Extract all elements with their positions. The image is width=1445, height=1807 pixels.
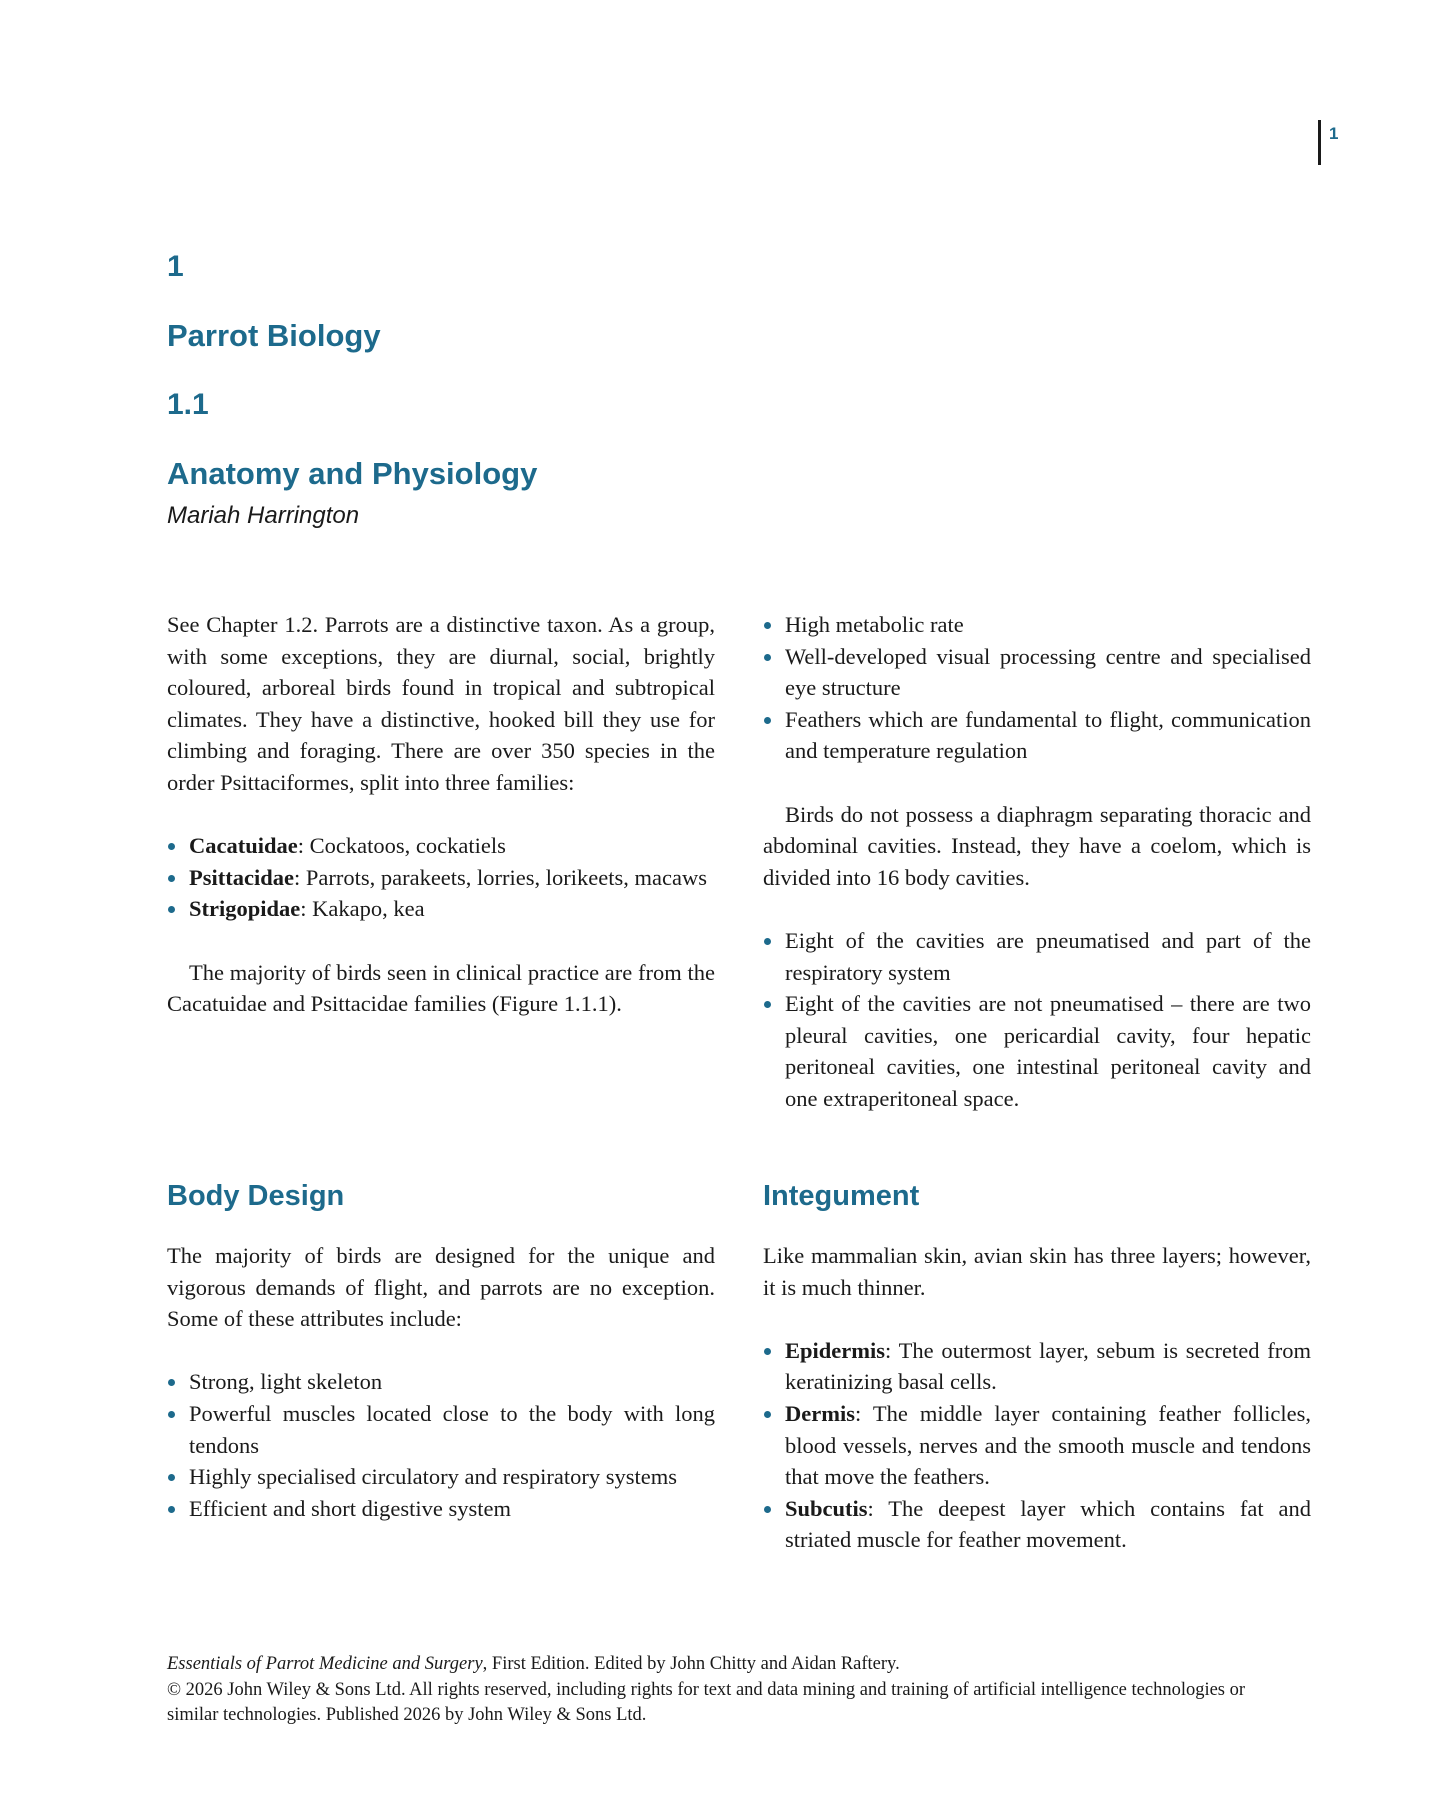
list-item: Powerful muscles located close to the body with long tendons — [167, 1398, 715, 1461]
coelom-paragraph: Birds do not possess a diaphragm separating thoracic and abdominal cavities. Instead, they have a coelom, which is divided into 16 body cavities. — [763, 801, 1311, 890]
list-item — [763, 1335, 1311, 1398]
family-desc: : Kakapo, kea — [300, 896, 425, 922]
footer-book-line — [167, 1652, 1297, 1678]
family-term: Cacatuidae — [189, 833, 298, 859]
list-item — [167, 830, 715, 862]
intro-column — [167, 609, 715, 1020]
family-term: Strigopidae — [189, 896, 301, 922]
body-design-heading: Body Design — [167, 1180, 345, 1212]
intro-paragraph: See Chapter 1.2. Parrots are a distinctive taxon. As a group, with some exceptions, they are diurnal, social, brightly coloured, arboreal birds found in tropical and subtropical climates. They have a distinctive, hooked bill they use for climbing and foraging. There are over 350 species in the order Psittaciformes, split into three families: — [167, 612, 715, 795]
chapter-number: 1 — [167, 250, 184, 283]
book-edition: , First Edition. Edited by John Chitty and Aidan Raftery. — [482, 1654, 900, 1674]
section-number: 1.1 — [167, 388, 209, 421]
family-term: Psittacidae — [189, 864, 294, 890]
chapter-title: Parrot Biology — [167, 318, 381, 353]
list-item — [763, 1398, 1311, 1493]
page-marker-rule — [1318, 120, 1321, 165]
integument-heading: Integument — [763, 1180, 920, 1212]
layer-desc: : The deepest layer which contains fat and striated muscle for feather movement. — [785, 1495, 1311, 1553]
family-desc: : Parrots, parakeets, lorries, lorikeets, macaws — [293, 864, 707, 890]
integument-column — [763, 1176, 1311, 1556]
intro-closing-paragraph: The majority of birds seen in clinical practice are from the Cacatuidae and Psittacidae families (Figure 1.1.1). — [167, 959, 715, 1017]
body-design-paragraph: The majority of birds are designed for the unique and vigorous demands of flight, and parrots are no exception. Some of these attributes include: — [167, 1243, 715, 1332]
family-list — [167, 830, 715, 925]
list-item: Well-developed visual processing centre and specialised eye structure — [763, 641, 1311, 704]
section-author: Mariah Harrington — [167, 502, 360, 529]
layer-term: Subcutis — [785, 1495, 868, 1521]
list-item: Highly specialised circulatory and respiratory systems — [167, 1461, 715, 1493]
list-item: Eight of the cavities are not pneumatised – there are two pleural cavities, one pericardial cavity, four hepatic peritoneal cavities, one intestinal peritoneal cavity and one extraperitoneal space. — [763, 988, 1311, 1114]
section-title: Anatomy and Physiology — [167, 456, 538, 491]
list-item: Strong, light skeleton — [167, 1366, 715, 1398]
list-item: High metabolic rate — [763, 609, 1311, 641]
list-item: Feathers which are fundamental to flight, communication and temperature regulation — [763, 704, 1311, 767]
book-title: Essentials of Parrot Medicine and Surgery — [167, 1654, 483, 1674]
list-item: Efficient and short digestive system — [167, 1493, 715, 1525]
body-design-list — [167, 1366, 715, 1524]
list-item — [167, 862, 715, 894]
coelom-list — [763, 925, 1311, 1115]
family-desc: : Cockatoos, cockatiels — [297, 833, 506, 859]
footer-copyright: © 2026 John Wiley & Sons Ltd. All rights reserved, including rights for text and data mining and training of artificial intelligence technologies or similar technologies. Published 2026 by John Wiley & Sons Ltd. — [167, 1679, 1246, 1725]
integument-paragraph: Like mammalian skin, avian skin has three layers; however, it is much thinner. — [763, 1243, 1311, 1300]
traits-list — [763, 609, 1311, 767]
page-number: 1 — [1329, 124, 1339, 143]
integument-list — [763, 1335, 1311, 1556]
list-item — [167, 893, 715, 925]
traits-column — [763, 609, 1311, 1115]
layer-desc: : The outermost layer, sebum is secreted from keratinizing basal cells. — [785, 1337, 1311, 1395]
list-item: Eight of the cavities are pneumatised and part of the respiratory system — [763, 925, 1311, 988]
body-design-column — [167, 1176, 715, 1524]
layer-desc: : The middle layer containing feather follicles, blood vessels, nerves and the smooth muscle and tendons that move the feathers. — [785, 1400, 1311, 1490]
list-item — [763, 1493, 1311, 1556]
layer-term: Epidermis — [785, 1337, 886, 1363]
page-footer — [167, 1652, 1297, 1729]
layer-term: Dermis — [785, 1400, 855, 1426]
